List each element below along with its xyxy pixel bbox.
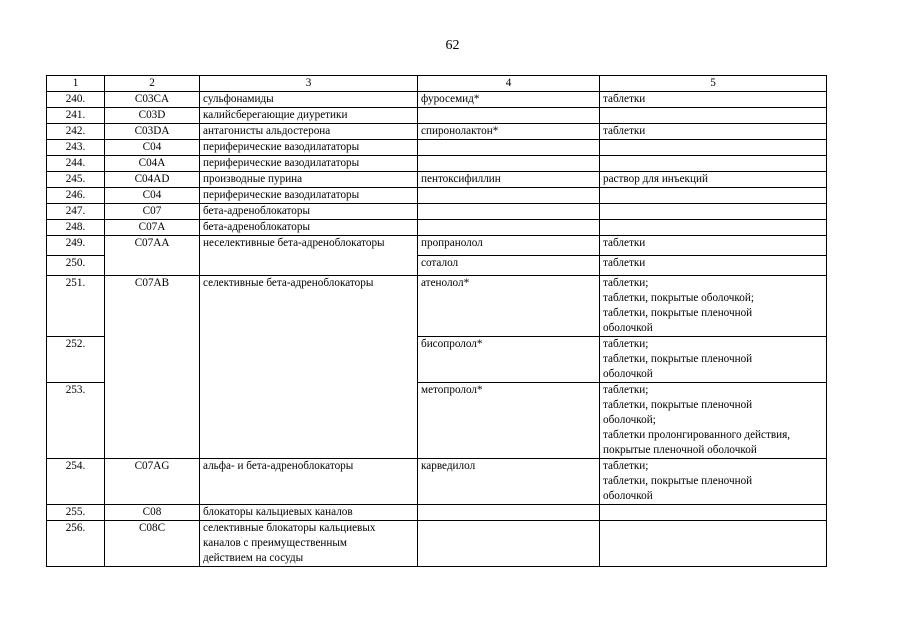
drug-name: пентоксифиллин (418, 172, 600, 188)
table-row (47, 108, 827, 124)
drug-group (200, 459, 418, 505)
dosage-form (600, 204, 827, 220)
drug-name (418, 521, 600, 567)
table-row (47, 220, 827, 236)
drug-name: пропранолол (418, 236, 600, 256)
cell-line: неселективные бета-адреноблокаторы (203, 237, 385, 249)
drug-name (418, 204, 600, 220)
dosage-form (600, 188, 827, 204)
row-number: 243. (47, 140, 105, 156)
column-header: 3 (200, 76, 418, 92)
cell-line: таблетки, покрытые пленочной (603, 475, 753, 487)
cell-line: оболочкой; (603, 414, 656, 426)
dosage-form (600, 220, 827, 236)
table-row (47, 236, 827, 256)
table-row (47, 276, 827, 337)
drug-name: фуросемид* (418, 92, 600, 108)
atc-code: C04AD (105, 172, 200, 188)
drug-name (418, 505, 600, 521)
drug-name (418, 156, 600, 172)
table-row (47, 172, 827, 188)
cell-line: таблетки, покрытые оболочкой; (603, 292, 754, 304)
cell-line: таблетки; (603, 384, 649, 396)
drug-name: метопролол* (418, 383, 600, 459)
cell-line: производные пурина (203, 173, 303, 185)
cell-line: блокаторы кальциевых каналов (203, 506, 353, 518)
cell-line: таблетки, покрытые пленочной (603, 353, 753, 365)
drug-group (200, 108, 418, 124)
atc-code: C07 (105, 204, 200, 220)
dosage-form (600, 276, 827, 337)
dosage-form (600, 108, 827, 124)
cell-line: таблетки (603, 93, 646, 105)
cell-line: бета-адреноблокаторы (203, 205, 311, 217)
table-row (47, 156, 827, 172)
dosage-form (600, 124, 827, 140)
atc-code: C04 (105, 140, 200, 156)
drug-name: бисопролол* (418, 337, 600, 383)
drug-group (200, 521, 418, 567)
cell-line: периферические вазодилататоры (203, 141, 360, 153)
row-number: 244. (47, 156, 105, 172)
cell-line: таблетки, покрытые пленочной (603, 307, 753, 319)
dosage-form (600, 92, 827, 108)
atc-code: C07A (105, 220, 200, 236)
drug-name (418, 220, 600, 236)
cell-line: таблетки; (603, 338, 649, 350)
table-header-row (47, 76, 827, 92)
table-row (47, 188, 827, 204)
column-header: 4 (418, 76, 600, 92)
drug-name: атенолол* (418, 276, 600, 337)
atc-code: C08C (105, 521, 200, 567)
cell-line: альфа- и бета-адреноблокаторы (203, 460, 354, 472)
row-number: 253. (47, 383, 105, 459)
atc-code: C07AG (105, 459, 200, 505)
dosage-form (600, 521, 827, 567)
row-number: 245. (47, 172, 105, 188)
row-number: 247. (47, 204, 105, 220)
table-row (47, 521, 827, 567)
dosage-form (600, 459, 827, 505)
atc-code: C07AA (105, 236, 200, 276)
row-number: 241. (47, 108, 105, 124)
cell-line: селективные блокаторы кальциевых (203, 522, 376, 534)
cell-line: каналов с преимущественным (203, 537, 347, 549)
cell-line: раствор для инъекций (603, 173, 708, 185)
row-number: 248. (47, 220, 105, 236)
cell-line: действием на сосуды (203, 552, 304, 564)
table-row (47, 140, 827, 156)
drug-table (46, 75, 827, 567)
cell-line: периферические вазодилататоры (203, 189, 360, 201)
cell-line: калийсберегающие диуретики (203, 109, 348, 121)
dosage-form (600, 140, 827, 156)
drug-name: соталол (418, 256, 600, 276)
atc-code: C04A (105, 156, 200, 172)
dosage-form (600, 156, 827, 172)
cell-line: оболочкой (603, 368, 653, 380)
drug-group (200, 505, 418, 521)
table-row (47, 459, 827, 505)
dosage-form (600, 383, 827, 459)
table-row (47, 204, 827, 220)
column-header: 1 (47, 76, 105, 92)
row-number: 256. (47, 521, 105, 567)
atc-code: C03DA (105, 124, 200, 140)
cell-line: таблетки (603, 257, 646, 269)
row-number: 242. (47, 124, 105, 140)
dosage-form (600, 337, 827, 383)
cell-line: таблетки; (603, 277, 649, 289)
cell-line: антагонисты альдостерона (203, 125, 331, 137)
atc-code: C04 (105, 188, 200, 204)
drug-group (200, 172, 418, 188)
drug-name (418, 108, 600, 124)
row-number: 249. (47, 236, 105, 256)
drug-name: спиронолактон* (418, 124, 600, 140)
column-header: 5 (600, 76, 827, 92)
cell-line: таблетки пролонгированного действия, (603, 429, 791, 441)
cell-line: таблетки (603, 125, 646, 137)
dosage-form (600, 256, 827, 276)
table-row (47, 124, 827, 140)
row-number: 252. (47, 337, 105, 383)
row-number: 254. (47, 459, 105, 505)
cell-line: таблетки; (603, 460, 649, 472)
cell-line: оболочкой (603, 322, 653, 334)
drug-group (200, 140, 418, 156)
drug-group (200, 276, 418, 459)
cell-line: таблетки, покрытые пленочной (603, 399, 753, 411)
drug-group (200, 156, 418, 172)
cell-line: покрытые пленочной оболочкой (603, 444, 757, 456)
row-number: 240. (47, 92, 105, 108)
drug-name (418, 140, 600, 156)
table-row (47, 92, 827, 108)
drug-group (200, 92, 418, 108)
dosage-form (600, 505, 827, 521)
row-number: 250. (47, 256, 105, 276)
cell-line: селективные бета-адреноблокаторы (203, 277, 374, 289)
drug-name (418, 188, 600, 204)
atc-code: C07AB (105, 276, 200, 459)
row-number: 251. (47, 276, 105, 337)
drug-group (200, 124, 418, 140)
drug-group (200, 188, 418, 204)
row-number: 246. (47, 188, 105, 204)
cell-line: сульфонамиды (203, 93, 274, 105)
dosage-form (600, 172, 827, 188)
drug-group (200, 220, 418, 236)
page-number: 62 (445, 38, 460, 53)
drug-group (200, 236, 418, 276)
atc-code: C03CA (105, 92, 200, 108)
drug-name: карведилол (418, 459, 600, 505)
table-row (47, 505, 827, 521)
cell-line: бета-адреноблокаторы (203, 221, 311, 233)
row-number: 255. (47, 505, 105, 521)
column-header: 2 (105, 76, 200, 92)
cell-line: таблетки (603, 237, 646, 249)
dosage-form (600, 236, 827, 256)
atc-code: C08 (105, 505, 200, 521)
cell-line: оболочкой (603, 490, 653, 502)
atc-code: C03D (105, 108, 200, 124)
drug-group (200, 204, 418, 220)
cell-line: периферические вазодилататоры (203, 157, 360, 169)
